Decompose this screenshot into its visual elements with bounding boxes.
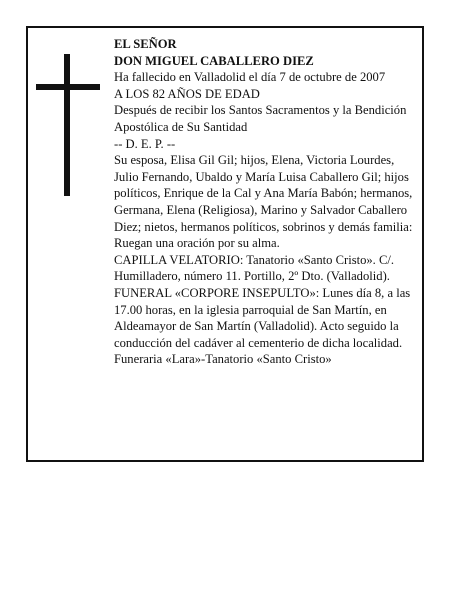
notice-title-line1: EL SEÑOR — [114, 37, 177, 51]
notice-text — [114, 36, 420, 368]
prayer-statement: Ruegan una oración por su alma. — [114, 236, 280, 251]
chapel-statement: CAPILLA VELATORIO: Tanatorio «Santo Cristo». C/. Humilladero, número 11. Portillo, 2º Dto. (Valladolid). — [114, 252, 395, 284]
funeral-statement: FUNERAL «CORPORE INSEPULTO»: Lunes día 8, a las 17.00 horas, en la iglesia parroquial de San Martín, en Aldeamayor de San Martín (Valladolid). Acto seguido la conducción del cadáver al cementerio de dicha localidad. — [114, 285, 411, 350]
cross-icon — [36, 54, 100, 196]
dep-statement: -- D. E. P. -- — [114, 136, 176, 151]
age-statement: A LOS 82 AÑOS DE EDAD — [114, 86, 260, 101]
deceased-name: DON MIGUEL CABALLERO DIEZ — [114, 53, 314, 68]
funeral-home-statement: Funeraria «Lara»-Tanatorio «Santo Cristo» — [114, 352, 332, 367]
sacraments-statement: Después de recibir los Santos Sacramentos y la Bendición Apostólica de Su Santidad — [114, 103, 407, 134]
cross-vertical-bar — [64, 54, 70, 196]
death-statement: Ha fallecido en Valladolid el día 7 de octubre de 2007 — [114, 70, 386, 85]
cross-horizontal-bar — [36, 84, 100, 90]
family-statement: Su esposa, Elisa Gil Gil; hijos, Elena, Victoria Lourdes, Julio Fernando, Ubaldo y María Luisa Caballero Gil; hijos políticos, Enrique de la Cal y Ana María Babón; hermanos, Germana, Elena (Religiosa), Marino y Salvador Caballero Diez; nietos, hermanos políticos, sobrinos y demás familia: — [114, 153, 413, 234]
